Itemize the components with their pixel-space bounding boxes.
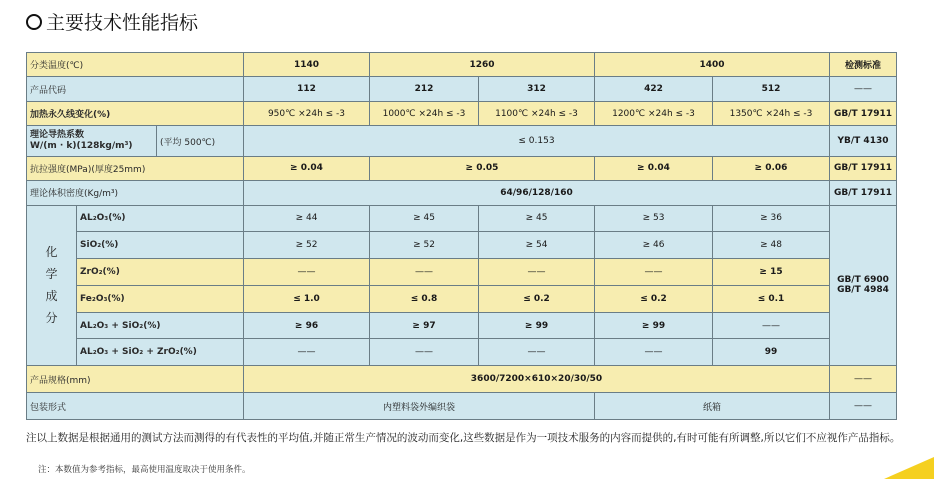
value-cell: —— <box>244 339 370 366</box>
row-classify-temp <box>27 53 897 77</box>
standard-cell: —— <box>830 366 897 393</box>
value-cell: 1350℃ ×24h ≤ -3 <box>713 101 830 125</box>
value-cell: 1200℃ ×24h ≤ -3 <box>595 101 713 125</box>
chem-char: 学 <box>45 267 58 282</box>
chem-row <box>27 232 897 259</box>
value-cell: 99 <box>713 339 830 366</box>
row-thermal-conductivity <box>27 126 897 156</box>
code-cell: 312 <box>479 77 595 101</box>
standard-cell: GB/T 17911 <box>830 101 897 125</box>
value-cell: ≥ 0.06 <box>713 156 830 180</box>
page-title <box>26 8 198 35</box>
value-cell: 1000℃ ×24h ≤ -3 <box>370 101 479 125</box>
circle-bullet-icon <box>26 14 42 30</box>
value-cell: —— <box>370 339 479 366</box>
chem-group-label <box>27 205 77 366</box>
row-label: 理论体积密度(Kg/m³) <box>27 181 244 205</box>
code-cell: 422 <box>595 77 713 101</box>
value-cell: 1100℃ ×24h ≤ -3 <box>479 101 595 125</box>
standard-cell: —— <box>830 393 897 420</box>
value-cell: ≥ 45 <box>479 205 595 232</box>
code-cell: 212 <box>370 77 479 101</box>
value-cell: 950℃ ×24h ≤ -3 <box>244 101 370 125</box>
value-cell: ≤ 0.2 <box>595 285 713 312</box>
value-cell: —— <box>479 259 595 286</box>
value-cell: ≤ 1.0 <box>244 285 370 312</box>
chem-row <box>27 312 897 339</box>
row-label: 包装形式 <box>27 393 244 420</box>
value-cell: —— <box>479 339 595 366</box>
code-cell: 512 <box>713 77 830 101</box>
chem-label: AL₂O₃ + SiO₂ + ZrO₂(%) <box>77 339 244 366</box>
chem-char: 分 <box>45 311 58 326</box>
chem-row <box>27 339 897 366</box>
chem-char: 成 <box>45 289 58 304</box>
value-cell: 纸箱 <box>595 393 830 420</box>
row-label-line2: W/(m · k)(128kg/m³) <box>30 141 133 151</box>
row-label-line1: 理论导热系数 <box>30 130 85 140</box>
row-label <box>27 126 157 156</box>
row-label: 加热永久线变化(%) <box>27 101 244 125</box>
chem-label: Fe₂O₃(%) <box>77 285 244 312</box>
chem-row <box>27 205 897 232</box>
code-cell: 112 <box>244 77 370 101</box>
value-cell: ≥ 96 <box>244 312 370 339</box>
value-cell: —— <box>595 259 713 286</box>
value-cell: —— <box>244 259 370 286</box>
standard-line: GB/T 4984 <box>837 285 889 296</box>
row-label: 抗拉强度(MPa)(厚度25mm) <box>27 156 244 180</box>
value-cell: 64/96/128/160 <box>244 181 830 205</box>
value-cell: 内塑料袋外编织袋 <box>244 393 595 420</box>
value-cell: ≥ 48 <box>713 232 830 259</box>
value-cell: —— <box>713 312 830 339</box>
footer-note: 注：本数值为参考指标，最高使用温度取决于使用条件。 <box>38 465 251 475</box>
value-cell: ≥ 52 <box>244 232 370 259</box>
chem-row <box>27 285 897 312</box>
disclaimer-note: 注以上数据是根据通用的测试方法而测得的有代表性的平均值,并随正常生产情况的波动而变化,这些数据是作为一项技术服务的内容而提供的,有时可能有所调整,所以它们不应视作产品指标。 <box>26 432 901 444</box>
value-cell: ≤ 0.2 <box>479 285 595 312</box>
value-cell: ≥ 45 <box>370 205 479 232</box>
value-cell: ≥ 0.05 <box>370 156 595 180</box>
spec-table <box>26 52 897 420</box>
row-label: 产品代码 <box>27 77 244 101</box>
corner-accent <box>884 457 934 479</box>
row-label: 产品规格(mm) <box>27 366 244 393</box>
row-label: 分类温度(℃) <box>27 53 244 77</box>
row-bulk-density <box>27 181 897 205</box>
value-cell: ≤ 0.153 <box>244 126 830 156</box>
row-product-size <box>27 366 897 393</box>
chem-label: AL₂O₃ + SiO₂(%) <box>77 312 244 339</box>
value-cell: ≥ 15 <box>713 259 830 286</box>
value-cell: ≥ 36 <box>713 205 830 232</box>
row-product-code <box>27 77 897 101</box>
value-cell: ≥ 99 <box>479 312 595 339</box>
value-cell: ≥ 52 <box>370 232 479 259</box>
temp-cell: 1400 <box>595 53 830 77</box>
chem-label: ZrO₂(%) <box>77 259 244 286</box>
standard-cell: GB/T 17911 <box>830 156 897 180</box>
chem-label: SiO₂(%) <box>77 232 244 259</box>
value-cell: ≤ 0.1 <box>713 285 830 312</box>
value-cell: ≥ 46 <box>595 232 713 259</box>
standard-header: 检测标准 <box>830 53 897 77</box>
row-sub-label: (平均 500℃) <box>157 126 244 156</box>
value-cell: ≥ 99 <box>595 312 713 339</box>
value-cell: ≥ 54 <box>479 232 595 259</box>
temp-cell: 1260 <box>370 53 595 77</box>
page-title-text: 主要技术性能指标 <box>46 12 199 34</box>
value-cell: —— <box>370 259 479 286</box>
value-cell: 3600/7200×610×20/30/50 <box>244 366 830 393</box>
value-cell: ≥ 53 <box>595 205 713 232</box>
standard-cell: —— <box>830 77 897 101</box>
row-tensile-strength <box>27 156 897 180</box>
chem-row <box>27 259 897 286</box>
row-linear-shrinkage <box>27 101 897 125</box>
standard-line: GB/T 6900 <box>837 275 889 286</box>
standard-cell: GB/T 17911 <box>830 181 897 205</box>
standard-cell: YB/T 4130 <box>830 126 897 156</box>
value-cell: ≥ 0.04 <box>244 156 370 180</box>
value-cell: ≥ 97 <box>370 312 479 339</box>
chem-label: AL₂O₃(%) <box>77 205 244 232</box>
value-cell: ≤ 0.8 <box>370 285 479 312</box>
chem-char: 化 <box>45 245 58 260</box>
value-cell: —— <box>595 339 713 366</box>
value-cell: ≥ 44 <box>244 205 370 232</box>
chem-standard-cell <box>830 205 897 366</box>
value-cell: ≥ 0.04 <box>595 156 713 180</box>
temp-cell: 1140 <box>244 53 370 77</box>
row-packaging <box>27 393 897 420</box>
